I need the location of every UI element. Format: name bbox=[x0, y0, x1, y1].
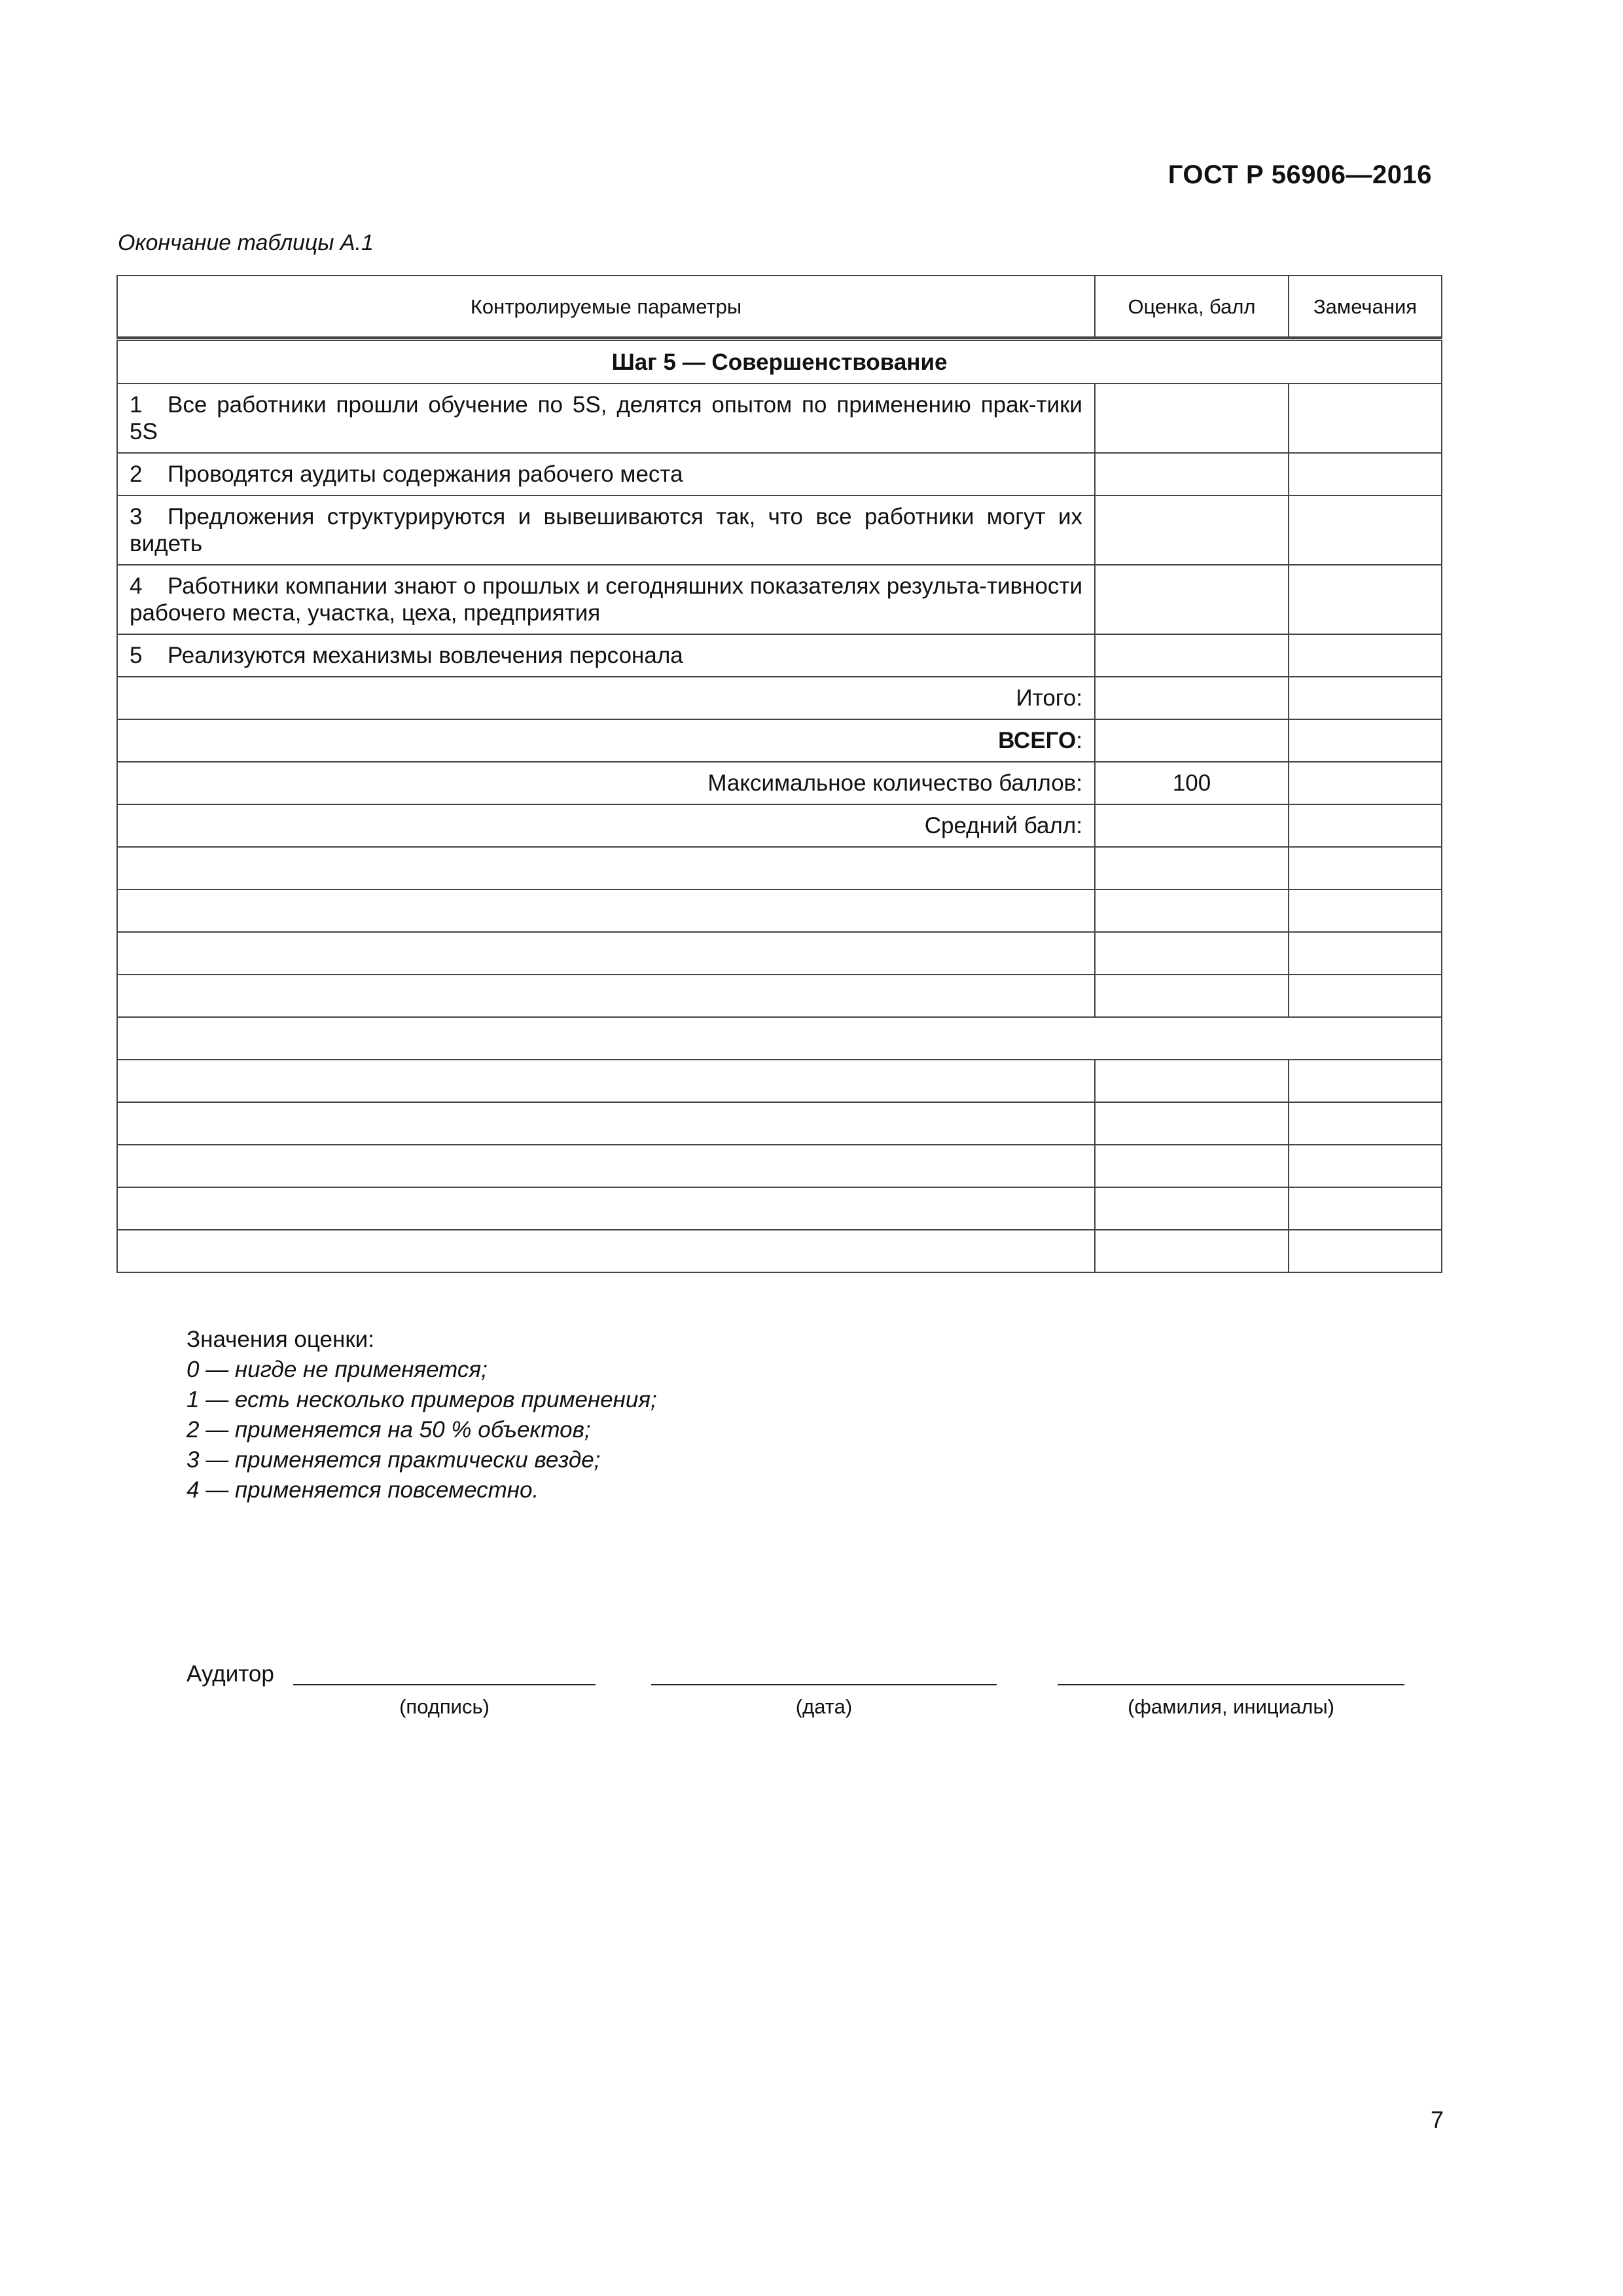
item-cell bbox=[117, 565, 1095, 634]
signature-caption: (подпись) bbox=[399, 1695, 490, 1718]
score-value-line: 4 — применяется повсеместно. bbox=[187, 1477, 539, 1503]
total-label: ВСЕГО bbox=[998, 728, 1077, 753]
remarks-cell bbox=[1289, 565, 1442, 634]
table-row bbox=[117, 634, 1442, 677]
score-values-legend bbox=[187, 1325, 657, 1505]
date-caption: (дата) bbox=[795, 1695, 853, 1718]
score-cell bbox=[1095, 719, 1289, 762]
score-cell bbox=[1095, 453, 1289, 495]
item-number: 5 bbox=[130, 643, 143, 668]
page-number: 7 bbox=[1431, 2106, 1444, 2133]
average-score-row bbox=[117, 804, 1442, 847]
table-row bbox=[117, 453, 1442, 495]
name-caption: (фамилия, инициалы) bbox=[1128, 1695, 1334, 1718]
empty-row bbox=[117, 932, 1442, 975]
empty-row bbox=[117, 847, 1442, 889]
remarks-cell bbox=[1289, 453, 1442, 495]
remarks-cell bbox=[1289, 495, 1442, 565]
score-value-line: 2 — применяется на 50 % объектов; bbox=[187, 1417, 591, 1443]
score-cell bbox=[1095, 804, 1289, 847]
max-score-label: Максимальное количество баллов: bbox=[117, 762, 1095, 804]
score-value-line: 1 — есть несколько примеров применения; bbox=[187, 1387, 657, 1412]
score-cell bbox=[1095, 634, 1289, 677]
step-row bbox=[117, 340, 1442, 384]
signature-line bbox=[293, 1684, 596, 1685]
date-line bbox=[651, 1684, 997, 1685]
remarks-cell bbox=[1289, 384, 1442, 453]
average-score-label: Средний балл: bbox=[117, 804, 1095, 847]
empty-row bbox=[117, 1145, 1442, 1187]
total-label-colon: : bbox=[1076, 728, 1082, 753]
empty-row bbox=[117, 975, 1442, 1017]
item-text: Реализуются механизмы вовлечения персонала bbox=[168, 643, 683, 668]
name-line bbox=[1058, 1684, 1404, 1685]
table-row bbox=[117, 384, 1442, 453]
total-label-cell bbox=[117, 719, 1095, 762]
score-value-line: 3 — применяется практически везде; bbox=[187, 1447, 601, 1473]
column-header-parameters: Контролируемые параметры bbox=[117, 276, 1095, 337]
table-row bbox=[117, 495, 1442, 565]
item-cell bbox=[117, 634, 1095, 677]
item-number: 1 bbox=[130, 392, 143, 418]
remarks-cell bbox=[1289, 677, 1442, 719]
max-score-row bbox=[117, 762, 1442, 804]
total-row bbox=[117, 719, 1442, 762]
item-text: Проводятся аудиты содержания рабочего места bbox=[168, 461, 683, 487]
step-title: Шаг 5 — Совершенствование bbox=[117, 340, 1442, 384]
score-values-title: Значения оценки: bbox=[187, 1327, 374, 1352]
table-row bbox=[117, 565, 1442, 634]
empty-row bbox=[117, 889, 1442, 932]
item-text: Предложения структурируются и вывешиваются так, что все работники могут их видеть bbox=[130, 504, 1082, 556]
column-header-remarks: Замечания bbox=[1289, 276, 1442, 337]
item-cell bbox=[117, 453, 1095, 495]
max-score-value: 100 bbox=[1095, 762, 1289, 804]
table-caption: Окончание таблицы А.1 bbox=[118, 230, 374, 255]
remarks-cell bbox=[1289, 762, 1442, 804]
document-number: ГОСТ Р 56906—2016 bbox=[1168, 160, 1432, 189]
table-header-row bbox=[117, 276, 1442, 337]
empty-row bbox=[117, 1060, 1442, 1102]
score-cell bbox=[1095, 495, 1289, 565]
column-header-score: Оценка, балл bbox=[1095, 276, 1289, 337]
item-text: Все работники прошли обучение по 5S, делятся опытом по применению прак-тики 5S bbox=[130, 392, 1082, 444]
item-cell bbox=[117, 495, 1095, 565]
item-cell bbox=[117, 384, 1095, 453]
item-number: 2 bbox=[130, 461, 143, 487]
item-text: Работники компании знают о прошлых и сегодняшних показателях результа-тивности рабочего места, участка, цеха, предприятия bbox=[130, 573, 1082, 626]
score-cell bbox=[1095, 677, 1289, 719]
checklist-table bbox=[116, 275, 1442, 1273]
score-cell bbox=[1095, 384, 1289, 453]
score-value-line: 0 — нигде не применяется; bbox=[187, 1357, 488, 1382]
remarks-cell bbox=[1289, 719, 1442, 762]
item-number: 3 bbox=[130, 504, 143, 529]
item-number: 4 bbox=[130, 573, 143, 599]
empty-row bbox=[117, 1230, 1442, 1272]
empty-row bbox=[117, 1187, 1442, 1230]
remarks-cell bbox=[1289, 804, 1442, 847]
subtotal-row bbox=[117, 677, 1442, 719]
auditor-label: Аудитор bbox=[187, 1661, 274, 1687]
remarks-cell bbox=[1289, 634, 1442, 677]
empty-merged-row bbox=[117, 1017, 1442, 1060]
empty-row bbox=[117, 1102, 1442, 1145]
score-cell bbox=[1095, 565, 1289, 634]
subtotal-label: Итого: bbox=[117, 677, 1095, 719]
